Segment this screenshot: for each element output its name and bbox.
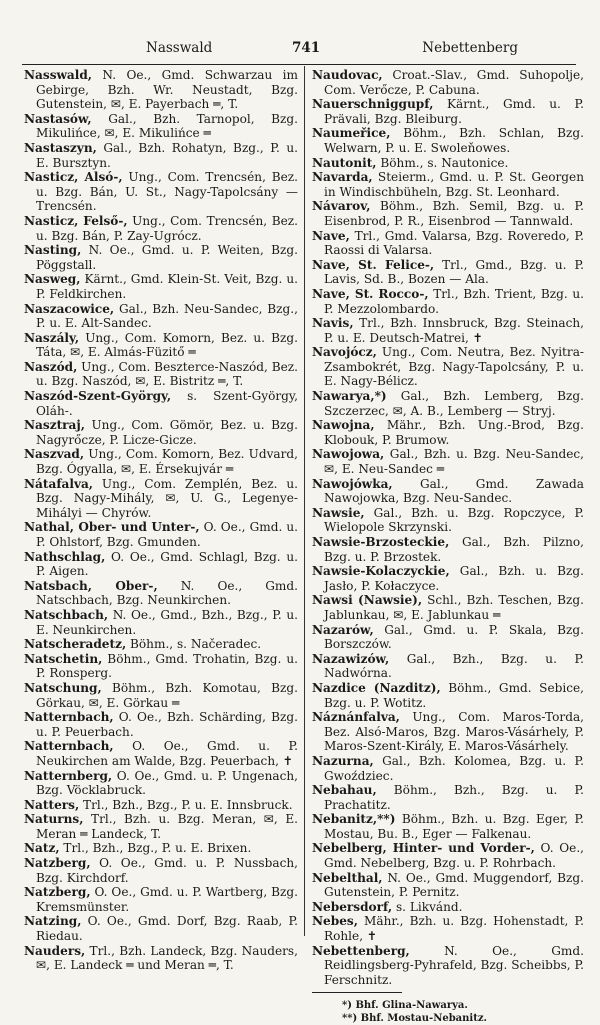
entry-headword: Naszacowice, — [24, 301, 115, 316]
gazetteer-entry — [312, 710, 584, 754]
entry-headword: Natternbach, — [24, 710, 114, 725]
entry-headword: Nautonit, — [312, 155, 377, 170]
gazetteer-entry — [312, 418, 584, 447]
entry-details: Schl., Bzh. Teschen, Bzg. Jablunkau, ✉, E. Jablunkau ═ — [324, 593, 584, 622]
gazetteer-entry — [24, 914, 298, 943]
gazetteer-entry — [24, 841, 298, 856]
entry-headword: Nave, St. Felice-, — [312, 257, 435, 272]
gazetteer-entry — [24, 550, 298, 579]
entry-details: Gal., Bzh. Kolomea, Bzg. u. P. Gwoździec. — [324, 753, 584, 783]
entry-details: Ung., Com. Beszterce-Naszód, Bez. u. Bzg. Naszód, ✉, E. Bistritz ═, T. — [36, 359, 298, 389]
gazetteer-entry — [24, 812, 298, 841]
entry-headword: Natternberg, — [24, 768, 113, 783]
entry-details: Trl., Bzh. u. Bzg. Meran, ✉, E. Meran ═ Landeck, T. — [36, 812, 298, 841]
entry-details: O. Oe., Gmd. u. P. Ohlstorf, Bzg. Gmunden. — [36, 520, 298, 549]
entry-details: O. Oe., Gmd. Nebelberg, Bzg. u. P. Rohrbach. — [324, 841, 585, 871]
entry-headword: Natzing, — [24, 914, 82, 929]
entry-details: Ung., Com. Maros-Torda, Bez. Alsó-Maros, Bzg. Maros-Vásárhely, P. Maros-Szent-Király, E. Maros-Vásárhely. — [324, 710, 584, 754]
gazetteer-entry — [312, 681, 584, 710]
entry-details: Ung., Com. Komorn, Bez. u. Bzg. Táta, ✉, E. Almás-Füzitő ═ — [36, 330, 298, 360]
entry-headword: Nebersdorf, — [312, 899, 393, 914]
gazetteer-entry — [312, 754, 584, 783]
gazetteer-entry — [312, 199, 584, 228]
gazetteer-entry — [24, 272, 298, 301]
entry-headword: Natters, — [24, 797, 80, 812]
entry-headword: Natschetin, — [24, 651, 103, 666]
entry-details: Gal., Bzh. u. Bzg. Neu-Sandec, ✉, E. Neu-Sandec ═ — [324, 447, 584, 477]
entry-headword: Natz, — [24, 841, 60, 856]
gazetteer-entry — [312, 914, 584, 943]
entry-headword: Natscheradetz, — [24, 637, 127, 652]
entry-details: N. Oe., Gmd., Bzh., Bzg., P. u. E. Neunkirchen. — [36, 607, 298, 637]
entry-headword: Nawsie-Brzosteckie, — [312, 535, 450, 549]
entry-details: O. Oe., Bzh. Schärding, Bzg. u. P. Peuerbach. — [36, 710, 298, 739]
entry-details: Trl., Bzh., Bzg., P. u. E. Innsbruck. — [79, 797, 293, 812]
entry-details: Böhm., Bzh. Semil, Bzg. u. P. Eisenbrod, P. R., Eisenbrod — Tannwald. — [324, 199, 584, 228]
gazetteer-entry — [24, 418, 298, 447]
gazetteer-entry — [24, 112, 298, 141]
entry-details: N. Oe., Gmd. Reidlingsberg-Pyhrafeld, Bzg. Scheibbs, P. Ferschnitz. — [324, 943, 585, 987]
entry-headword: Natschbach, — [24, 607, 109, 622]
gazetteer-entry — [24, 302, 298, 331]
left-column — [24, 68, 298, 973]
entry-details: Ung., Com. Zemplén, Bez. u. Bzg. Nagy-Mihály, ✉, U. G., Legenye-Mihályi — Chyrów. — [36, 476, 298, 520]
entry-details: Böhm., Bzh., Bzg. u. P. Prachatitz. — [324, 783, 584, 812]
gazetteer-entry — [312, 229, 584, 258]
gazetteer-entry — [24, 579, 298, 608]
entry-headword: Nastasów, — [24, 111, 92, 126]
entry-details: Ung., Com. Trencsén, Bez. u. Bzg. Bán, P. Zay-Ugrócz. — [36, 213, 298, 243]
entry-headword: Nebettenberg, — [312, 943, 410, 958]
entry-details: Ung., Com. Gömör, Bez. u. Bzg. Nagyrőcze, P. Licze-Gicze. — [36, 418, 298, 447]
gazetteer-entry — [312, 871, 584, 900]
entry-headword: Naszály, — [24, 330, 80, 345]
gazetteer-entry — [24, 885, 298, 914]
gazetteer-entry — [24, 637, 298, 652]
entry-details: Trl., Gmd., Bzg. u. P. Lavis, Sd. B., Bozen — Ala. — [324, 257, 584, 287]
entry-headword: Nazdice (Nazditz), — [312, 680, 441, 695]
entry-headword: Naszód-Szent-György, — [24, 389, 172, 404]
entry-details: Böhm., Bzh. Komotau, Bzg. Görkau, ✉, E. Görkau ═ — [36, 680, 298, 710]
entry-details: Trl., Bzh., Bzg., P. u. E. Brixen. — [59, 841, 252, 856]
gazetteer-entry — [24, 68, 298, 112]
entry-details: N. Oe., Gmd. Muggendorf, Bzg. Gutenstein, P. Pernitz. — [324, 870, 584, 900]
entry-details: O. Oe., Gmd. Schlagl, Bzg. u. P. Aigen. — [36, 549, 298, 579]
gazetteer-entry — [24, 710, 298, 739]
entry-details: O. Oe., Gmd. u. P. Ungenach, Bzg. Vöcklabruck. — [36, 768, 298, 798]
entry-details: N. Oe., Gmd. Natschbach, Bzg. Neunkirchen. — [36, 578, 298, 608]
entry-headword: Nebahau, — [312, 783, 377, 798]
entry-headword: Naszód, — [24, 359, 78, 374]
entry-details: Böhm., Bzh. Schlan, Bzg. Welwarn, P. u. E. Swoleňowes. — [324, 126, 584, 155]
entry-details: Gal., Bzh. Tarnopol, Bzg. Mikulińce, ✉, E. Mikulińce ═ — [36, 111, 298, 141]
gazetteer-entry — [24, 360, 298, 389]
gazetteer-entry — [312, 623, 584, 652]
entry-headword: Nathschlag, — [24, 549, 106, 564]
entry-details: Gal., Bzh. Neu-Sandec, Bzg., P. u. E. Alt-Sandec. — [36, 301, 298, 331]
entry-details: Mähr., Bzh. Ung.-Brod, Bzg. Klobouk, P. Brumow. — [324, 418, 584, 447]
gazetteer-entry — [24, 331, 298, 360]
entry-details: Gal., Bzh. u. Bzg. Ropczyce, P. Wielopole Skrzynski. — [324, 505, 584, 535]
entry-details: Böhm., s. Nautonice. — [376, 155, 509, 170]
page-header — [28, 40, 572, 58]
entry-headword: Nawojowa, — [312, 447, 385, 462]
gazetteer-entry — [24, 798, 298, 813]
entry-headword: Nebanitz,**) — [312, 812, 396, 827]
gazetteer-entry — [24, 769, 298, 798]
gazetteer-entry — [24, 520, 298, 549]
gazetteer-entry — [24, 477, 298, 521]
right-column — [312, 68, 584, 1025]
entry-headword: Náznánfalva, — [312, 710, 400, 725]
gazetteer-entry — [312, 652, 584, 681]
gazetteer-entry — [312, 156, 584, 171]
gazetteer-entry — [24, 170, 298, 214]
gazetteer-entry — [24, 739, 298, 768]
entry-details: Gal., Gmd. Zawada Nawojowka, Bzg. Neu-Sandec. — [324, 476, 584, 506]
gazetteer-entry — [312, 316, 584, 345]
entry-headword: Natternbach, — [24, 739, 114, 754]
entry-details: Gal., Gmd. u. P. Skala, Bzg. Borszczów. — [324, 622, 584, 652]
gazetteer-entry — [312, 447, 584, 476]
entry-headword: Nauerschniggupf, — [312, 97, 434, 112]
entry-details: O. Oe., Gmd. Dorf, Bzg. Raab, P. Riedau. — [36, 914, 298, 944]
gazetteer-entry — [312, 535, 584, 564]
header-left-keyword: Nasswald — [146, 40, 213, 56]
entry-details: N. Oe., Gmd. Schwarzau im Gebirge, Bzh. Wr. Neustadt, Bzg. Gutenstein, ✉, E. Payerbach ═, T. — [36, 68, 298, 112]
entry-details: Gal., Bzh. Lemberg, Bzg. Szczerzec, ✉, A. B., Lemberg — Stryj. — [324, 389, 584, 418]
entry-details: Kärnt., Gmd. u. P. Prävali, Bzg. Bleiburg. — [324, 97, 584, 126]
entry-details: O. Oe., Gmd. u. P. Neukirchen am Walde, Bzg. Peuerbach, ✝ — [36, 739, 298, 768]
gazetteer-entry — [312, 564, 584, 593]
entry-headword: Nasticz, Felső-, — [24, 213, 128, 228]
entry-details: Böhm., s. Načeradec. — [126, 637, 262, 652]
entry-headword: Nazawizów, — [312, 651, 390, 666]
gazetteer-entry — [24, 447, 298, 476]
entry-headword: Naudovac, — [312, 68, 383, 82]
entry-headword: Nave, St. Rocco-, — [312, 286, 429, 301]
entry-headword: Nátafalva, — [24, 476, 94, 491]
entry-headword: Nawojna, — [312, 418, 375, 433]
entry-details: Böhm., Gmd. Sebice, Bzg. u. P. Wotitz. — [324, 680, 584, 710]
entry-headword: Nebelberg, Hinter- und Vorder-, — [312, 841, 535, 856]
entry-headword: Nave, — [312, 228, 350, 243]
entry-details: Gal., Bzh. u. Bzg. Jasło, P. Kołaczyce. — [324, 564, 584, 593]
entry-headword: Nazurna, — [312, 753, 374, 768]
entry-headword: Natsbach, Ober-, — [24, 578, 158, 593]
gazetteer-entry — [24, 389, 298, 418]
footnote: *) Bhf. Glina-Nawarya. — [342, 1000, 468, 1012]
gazetteer-entry — [24, 214, 298, 243]
gazetteer-entry — [312, 68, 584, 97]
gazetteer-entry — [24, 681, 298, 710]
gazetteer-entry — [24, 608, 298, 637]
entry-details: Steierm., Gmd. u. P. St. Georgen in Windischbüheln, Bzg. St. Leonhard. — [324, 170, 584, 199]
entry-headword: Nawsie, — [312, 505, 365, 520]
entry-headword: Nauders, — [24, 943, 86, 958]
entry-details: Gal., Bzh. Pilzno, Bzg. u. P. Brzostek. — [324, 535, 584, 564]
entry-headword: Nawsie-Kolaczyckie, — [312, 564, 450, 579]
gazetteer-entry — [312, 345, 584, 389]
column-divider — [304, 66, 305, 936]
entry-details: Böhm., Bzh. u. Bzg. Eger, P. Mostau, Bu. B., Eger — Falkenau. — [324, 812, 584, 841]
entry-headword: Natschung, — [24, 680, 102, 695]
gazetteer-entry — [24, 652, 298, 681]
entry-headword: Nawarya,*) — [312, 389, 387, 404]
entry-headword: Nawojówka, — [312, 476, 393, 491]
gazetteer-entry — [312, 477, 584, 506]
entry-details: Trl., Bzh. Landeck, Bzg. Nauders, ✉, E. Landeck ═ und Meran ═, T. — [36, 943, 298, 973]
entry-details: O. Oe., Gmd. u. P. Nussbach, Bzg. Kirchdorf. — [36, 856, 298, 885]
header-rule — [22, 64, 576, 65]
entry-headword: Natzberg, — [24, 856, 91, 871]
gazetteer-entry — [24, 141, 298, 170]
entry-details: Ung., Com. Komorn, Bez. Udvard, Bzg. Ógyalla, ✉, E. Érsekujvár ═ — [36, 447, 298, 477]
entry-details: s. Szent-György, Oláh-. — [36, 389, 298, 418]
entry-details: N. Oe., Gmd. u. P. Weiten, Bzg. Pöggstall. — [36, 243, 298, 272]
entry-details: Böhm., Gmd. Trohatin, Bzg. u. P. Ronsperg. — [36, 651, 298, 681]
entry-headword: Nazarów, — [312, 622, 374, 637]
gazetteer-entry — [24, 944, 298, 973]
entry-headword: Navis, — [312, 316, 354, 331]
gazetteer-entry — [312, 593, 584, 622]
entry-headword: Naumeřice, — [312, 126, 391, 141]
gazetteer-entry — [312, 841, 584, 870]
gazetteer-entry — [312, 389, 584, 418]
entry-headword: Navarda, — [312, 170, 373, 185]
entry-details: Mähr., Bzh. u. Bzg. Hohenstadt, P. Rohle, ✝ — [324, 914, 584, 944]
entry-headword: Nasticz, Alsó-, — [24, 170, 123, 185]
entry-headword: Navojócz, — [312, 345, 377, 360]
entry-details: Trl., Gmd. Valarsa, Bzg. Roveredo, P. Raossi di Valarsa. — [324, 228, 584, 258]
entry-headword: Nastaszyn, — [24, 140, 97, 155]
entry-details: Ung., Com. Trencsén, Bez. u. Bzg. Bán, U. St., Nagy-Tapolcsány — Trencsén. — [36, 170, 298, 214]
entry-details: Trl., Bzh. Innsbruck, Bzg. Steinach, P. u. E. Deutsch-Matrei, ✝ — [324, 316, 584, 345]
entry-details: Croat.-Slav., Gmd. Suhopolje, Com. Verőcze, P. Cabuna. — [324, 68, 584, 97]
entry-details: Gal., Bzh. Rohatyn, Bzg., P. u. E. Bursztyn. — [36, 140, 298, 170]
gazetteer-entry — [312, 783, 584, 812]
gazetteer-entry — [312, 900, 584, 915]
entry-details: Kärnt., Gmd. Klein-St. Veit, Bzg. u. P. Feldkirchen. — [36, 272, 298, 301]
gazetteer-entry — [312, 812, 584, 841]
gazetteer-entry — [312, 287, 584, 316]
entry-headword: Nathal, Ober- und Unter-, — [24, 520, 200, 535]
entry-details: Ung., Com. Neutra, Bez. Nyitra-Zsambokrét, Bzg. Nagy-Tapolcsány, P. u. E. Nagy-Bélicz. — [324, 345, 584, 389]
gazetteer-entry — [312, 97, 584, 126]
entry-headword: Naszvad, — [24, 447, 85, 462]
entry-headword: Nebes, — [312, 914, 358, 929]
entry-headword: Nebelthal, — [312, 870, 383, 885]
entry-details: Trl., Bzh. Trient, Bzg. u. P. Mezzolombardo. — [324, 286, 584, 316]
gazetteer-entry — [312, 126, 584, 155]
gazetteer-entry — [312, 258, 584, 287]
entry-headword: Nasztraj, — [24, 418, 85, 433]
gazetteer-entry — [24, 856, 298, 885]
entry-headword: Nawsi (Nawsie), — [312, 593, 423, 608]
entry-headword: Nasweg, — [24, 272, 81, 287]
gazetteer-entry — [24, 243, 298, 272]
entry-details: Gal., Bzh., Bzg. u. P. Nadwórna. — [324, 651, 584, 681]
entry-headword: Naturns, — [24, 812, 84, 827]
entry-headword: Nasting, — [24, 243, 82, 258]
gazetteer-entry — [312, 170, 584, 199]
entry-headword: Návarov, — [312, 199, 371, 214]
entry-headword: Natzberg, — [24, 885, 91, 900]
entry-details: s. Likvánd. — [392, 899, 463, 914]
footnote-rule — [312, 992, 402, 993]
gazetteer-entry — [312, 506, 584, 535]
entry-headword: Nasswald, — [24, 68, 93, 82]
entry-details: O. Oe., Gmd. u. P. Wartberg, Bzg. Kremsmünster. — [36, 885, 298, 914]
footnote: **) Bhf. Mostau-Nebanitz. — [342, 1013, 488, 1025]
header-right-keyword: Nebettenberg — [422, 40, 518, 56]
page-number: 741 — [292, 40, 321, 56]
